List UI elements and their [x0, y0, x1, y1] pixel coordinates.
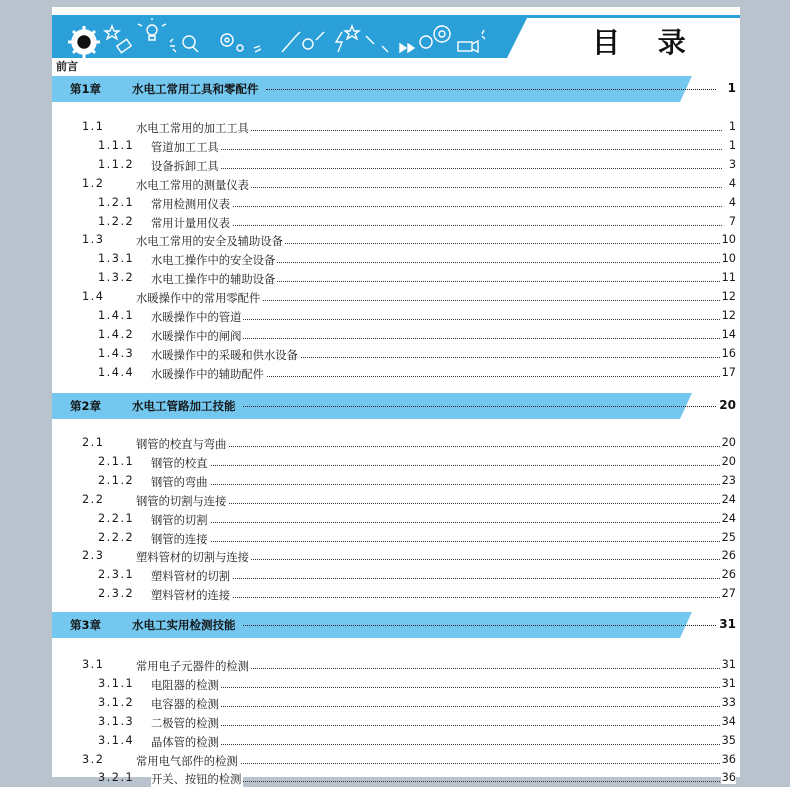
toc-entry[interactable] [52, 769, 736, 787]
entry-number: 1.1.1 [98, 138, 135, 152]
entry-title: 钢管的校直与弯曲 [136, 438, 227, 451]
entry-number: 3.1.2 [98, 695, 135, 709]
entry-page: 11 [721, 271, 736, 285]
entry-number: 1.3 [82, 233, 105, 247]
entry-leader [151, 725, 722, 726]
chapter-number: 第1章 [70, 82, 102, 96]
toc-entry[interactable] [52, 732, 736, 750]
chapter-page: 1 [727, 81, 736, 95]
toc-entry[interactable] [52, 326, 736, 344]
entry-title: 水暖操作中的辅助配件 [151, 367, 264, 381]
entry-title: 管道加工工具 [151, 140, 219, 154]
entry-title: 塑料管材的切割 [151, 570, 231, 584]
entry-title: 水暖操作中的管道 [151, 311, 242, 324]
entry-number: 3.1 [82, 658, 105, 671]
toc-entry[interactable] [52, 175, 736, 193]
entry-page: 24 [721, 492, 736, 506]
entry-page: 26 [721, 568, 736, 582]
entry-page: 23 [721, 473, 736, 487]
entry-page: 10 [721, 252, 736, 266]
entry-title: 常用检测用仪表 [151, 197, 231, 211]
entry-number: 1.2 [82, 176, 105, 190]
entry-leader [151, 541, 722, 542]
chapter-page: 20 [719, 398, 736, 412]
toc-entry[interactable] [52, 491, 736, 509]
entry-leader [151, 744, 722, 745]
entry-title: 水暖操作中的常用零配件 [136, 292, 261, 306]
toc-entry[interactable] [52, 118, 736, 136]
chapter-page: 31 [719, 617, 736, 631]
entry-number: 1.4.1 [98, 309, 135, 322]
entry-number: 3.1.1 [98, 676, 135, 690]
entry-number: 2.3.2 [98, 587, 135, 601]
entry-leader [151, 687, 722, 688]
entry-number: 1.2.1 [98, 195, 135, 209]
toc-entry[interactable] [52, 137, 736, 155]
entry-leader [151, 484, 722, 485]
entry-title: 水电工操作中的安全设备 [151, 254, 276, 268]
entry-number: 3.1.3 [98, 714, 135, 728]
entry-number: 3.2 [82, 752, 105, 766]
entry-title: 钢管的切割 [151, 513, 208, 527]
entry-number: 1.2.2 [98, 214, 135, 228]
entry-page: 4 [728, 176, 736, 190]
entry-page: 1 [728, 138, 736, 152]
entry-number: 1.1.2 [98, 157, 135, 171]
entry-title: 水暖操作中的闸阀 [151, 329, 242, 343]
entry-title: 开关、按钮的检测 [151, 773, 242, 787]
entry-title: 常用电气部件的检测 [136, 754, 238, 768]
toc-entry[interactable] [52, 364, 736, 382]
entry-page: 25 [721, 530, 736, 544]
entry-page: 1 [728, 120, 736, 133]
entry-title: 水电工操作中的辅助设备 [151, 273, 276, 287]
entry-page: 7 [728, 214, 736, 228]
entry-page: 33 [721, 695, 736, 709]
entry-title: 常用计量用仪表 [151, 216, 231, 230]
entry-page: 20 [721, 454, 736, 468]
entry-page: 16 [721, 346, 736, 360]
entry-title: 塑料管材的切割与连接 [136, 551, 249, 565]
entry-number: 1.4.2 [98, 327, 135, 341]
toc-entry[interactable] [52, 472, 736, 490]
entry-page: 35 [721, 733, 736, 747]
toc-entry[interactable] [52, 269, 736, 287]
entry-leader [151, 149, 722, 150]
entry-title: 二极管的检测 [151, 716, 219, 730]
chapter-title: 水电工管路加工技能 [132, 399, 236, 413]
entry-leader [151, 522, 722, 523]
entry-number: 3.1.4 [98, 733, 135, 747]
entry-number: 1.3.1 [98, 252, 135, 266]
chapter-leader [266, 89, 716, 90]
entry-page: 4 [728, 195, 736, 209]
entry-leader [151, 578, 722, 579]
chapter-title: 水电工实用检测技能 [132, 618, 236, 632]
toc-entry[interactable] [52, 250, 736, 268]
entry-number: 2.2.2 [98, 530, 135, 544]
toc-entry[interactable] [52, 231, 736, 249]
chapter-heading[interactable] [52, 76, 740, 102]
toc-entry[interactable] [52, 675, 736, 693]
entry-leader [151, 465, 722, 466]
entry-page: 3 [728, 157, 736, 171]
toc-entry[interactable] [52, 529, 736, 547]
entry-title: 水电工常用的安全及辅助设备 [136, 235, 283, 249]
entry-leader [151, 168, 722, 169]
entry-page: 34 [721, 714, 736, 728]
entry-page: 14 [721, 327, 736, 341]
toc-entry[interactable] [52, 453, 736, 471]
entry-page: 20 [721, 436, 736, 449]
entry-title: 水暖操作中的采暖和供水设备 [151, 348, 298, 362]
entry-number: 2.2.1 [98, 511, 135, 525]
entry-number: 3.2.1 [98, 771, 135, 785]
entry-page: 24 [721, 511, 736, 525]
chapter-number: 第3章 [70, 618, 102, 632]
entry-page: 17 [721, 365, 736, 379]
entry-page: 27 [721, 587, 736, 601]
entry-number: 1.4.4 [98, 365, 135, 379]
toc-entry[interactable] [52, 307, 736, 325]
entry-title: 设备拆卸工具 [151, 159, 219, 173]
toc-entry[interactable] [52, 434, 736, 452]
entry-title: 常用电子元器件的检测 [136, 660, 249, 673]
toc-entry[interactable] [52, 288, 736, 306]
entry-number: 2.2 [82, 492, 105, 506]
entry-title: 钢管的连接 [151, 532, 208, 546]
toc-entry[interactable] [52, 510, 736, 528]
entry-leader [151, 225, 722, 226]
entry-title: 钢管的校直 [151, 456, 208, 470]
entry-title: 水电工常用的测量仪表 [136, 178, 249, 192]
chapter-number: 第2章 [70, 399, 102, 413]
toc-entry[interactable] [52, 213, 736, 231]
entry-title: 电容器的检测 [151, 697, 219, 711]
entry-number: 1.4 [82, 290, 105, 304]
entry-page: 36 [721, 771, 736, 785]
entry-number: 2.1.1 [98, 454, 135, 468]
chapter-heading[interactable] [52, 612, 740, 638]
toc-entry[interactable] [52, 547, 736, 565]
entry-number: 2.1.2 [98, 473, 135, 487]
entry-number: 1.4.3 [98, 346, 135, 360]
toc-entry[interactable] [52, 585, 736, 603]
entry-title: 水电工常用的加工工具 [136, 122, 249, 135]
entry-page: 36 [721, 752, 736, 766]
entry-number: 2.1 [82, 436, 105, 449]
toc-entry[interactable] [52, 194, 736, 212]
entry-number: 1.1 [82, 120, 105, 133]
entry-leader [151, 706, 722, 707]
entry-page: 12 [721, 290, 736, 304]
entry-page: 31 [721, 676, 736, 690]
entry-page: 26 [721, 549, 736, 563]
toc-entry[interactable] [52, 345, 736, 363]
page-title: 目 录 [592, 26, 700, 59]
chapter-leader [243, 625, 716, 626]
toc-entry[interactable] [52, 156, 736, 174]
preface-label: 前言 [56, 60, 78, 73]
chapter-heading[interactable] [52, 393, 740, 419]
entry-leader [151, 597, 722, 598]
toc-entry[interactable] [52, 656, 736, 674]
toc-entry[interactable] [52, 566, 736, 584]
entry-leader [151, 206, 722, 207]
chapter-leader [243, 406, 716, 407]
chapter-title: 水电工常用工具和零配件 [132, 82, 259, 96]
entry-title: 塑料管材的连接 [151, 589, 231, 603]
entry-number: 2.3 [82, 549, 105, 563]
toc-entry[interactable] [52, 713, 736, 731]
entry-title: 钢管的切割与连接 [136, 494, 227, 508]
entry-page: 31 [721, 658, 736, 671]
entry-title: 电阻器的检测 [151, 678, 219, 692]
entry-title: 晶体管的检测 [151, 735, 219, 749]
toc-entry[interactable] [52, 694, 736, 712]
toc-page [52, 7, 740, 787]
entry-number: 1.3.2 [98, 271, 135, 285]
toc-entry[interactable] [52, 751, 736, 769]
entry-page: 12 [721, 309, 736, 322]
entry-title: 钢管的弯曲 [151, 475, 208, 489]
entry-number: 2.3.1 [98, 568, 135, 582]
entry-page: 10 [721, 233, 736, 247]
